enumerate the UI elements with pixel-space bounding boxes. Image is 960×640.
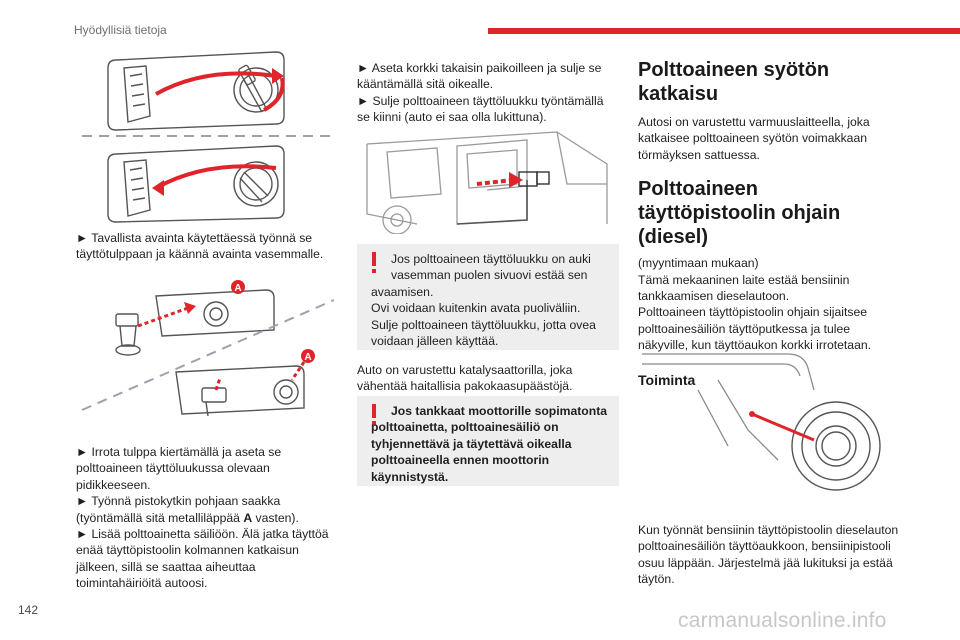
header-title: Hyödyllisiä tietoja — [74, 23, 167, 37]
header-red-bar — [488, 28, 960, 34]
step-add-fuel: ► Lisää polttoainetta säiliöön. Älä jatka täyttöä enää täyttöpistoolin kolmannen katkaisun jälkeen, sillä se saattaa aiheuttaa toimintahäiriöitä autoosi. — [76, 527, 329, 591]
step-insert-nozzle-label: A — [243, 510, 253, 525]
van-fuel-flap-figure — [357, 124, 619, 234]
warning-wrong-fuel-text: Jos tankkaat moottorille sopimatonta polttoainetta, polttoainesäiliö on tyhjennettävä ja täytettävä oikealla polttoaineella ennen moottorin käynnistystä. — [371, 404, 608, 484]
label-a-bottom: A — [304, 352, 312, 363]
heading-operation: Toiminta — [638, 371, 696, 388]
warning-box-wrong-fuel — [357, 396, 619, 486]
step-insert-nozzle-end: vasten). — [252, 510, 299, 525]
heading-fuel-cutoff: Polttoaineen syötön katkaisu — [638, 59, 830, 105]
warning-flap-line3: Ovi voidaan kuitenkin avata puoliväliin. — [371, 301, 581, 316]
step-insert-nozzle: ► Työnnä pistokytkin pohjaan saakka (työntämällä sitä metalliläppää — [76, 494, 281, 525]
para-fuel-cutoff: Autosi on varustettu varmuuslaitteella, joka katkaisee polttoaineen syötön voimakkaan törmäyksen sattuessa. — [638, 115, 870, 162]
col2-text-close-flap: ► Sulje polttoaineen täyttöluukku työntämällä se kiinni (auto ei saa olla lukittuna). — [357, 94, 604, 125]
para-nozzle-guide: (myyntimaan mukaan) Tämä mekaaninen laite estää bensiinin tankkaamisen dieselautoon. Polttoaineen täyttöpistoolin ohjain sijaitsee polttoainesäiliön täyttöputkessa ja tulee näkyville, kun täyttöaukon korkki irrotetaan. — [638, 256, 872, 353]
heading-nozzle-guide: Polttoaineen täyttöpistoolin ohjain (diesel) — [638, 178, 841, 249]
col1-text-steps — [76, 444, 338, 592]
watermark-text: carmanualsonline.info — [678, 609, 887, 632]
fuel-cap-key-figure — [76, 46, 340, 224]
warning-flap-line4: Sulje polttoaineen täyttöluukku, jotta ovea voidaan jälleen käyttää. — [371, 317, 596, 349]
warning-flap-line2: avaamisen. — [371, 284, 434, 299]
col2-text-replace-cap: ► Aseta korkki takaisin paikoilleen ja sulje se kääntämällä sitä oikealle. — [357, 61, 602, 92]
warning-flap-line1: Jos polttoaineen täyttöluukku on auki vasemman puolen sivuovi estää sen — [391, 252, 591, 283]
misfuel-inhibitor-figure — [638, 350, 900, 496]
warning-box-flap — [357, 244, 619, 350]
step-remove-cap: ► Irrota tulppa kiertämällä ja aseta se polttoaineen täyttöluukussa olevaan pidikkeeseen. — [76, 445, 282, 492]
cap-removal-figure — [76, 270, 340, 420]
label-a-top: A — [234, 283, 242, 294]
col1-text-key: ► Tavallista avainta käytettäessä työnnä se täyttötulppaan ja käännä avainta vasemmalle. — [76, 231, 324, 262]
page-number: 142 — [18, 603, 39, 617]
col2-text-catalyst: Auto on varustettu katalysaattorilla, joka vähentää haitallisia pakokaasupäästöjä. — [357, 363, 573, 394]
para-operation: Kun työnnät bensiinin täyttöpistoolin dieselauton polttoainesäiliön täyttöaukkoon, bensiinipistooli osuu läppään. Järjestelmä jää lukituksi ja estää täytön. — [638, 523, 899, 587]
